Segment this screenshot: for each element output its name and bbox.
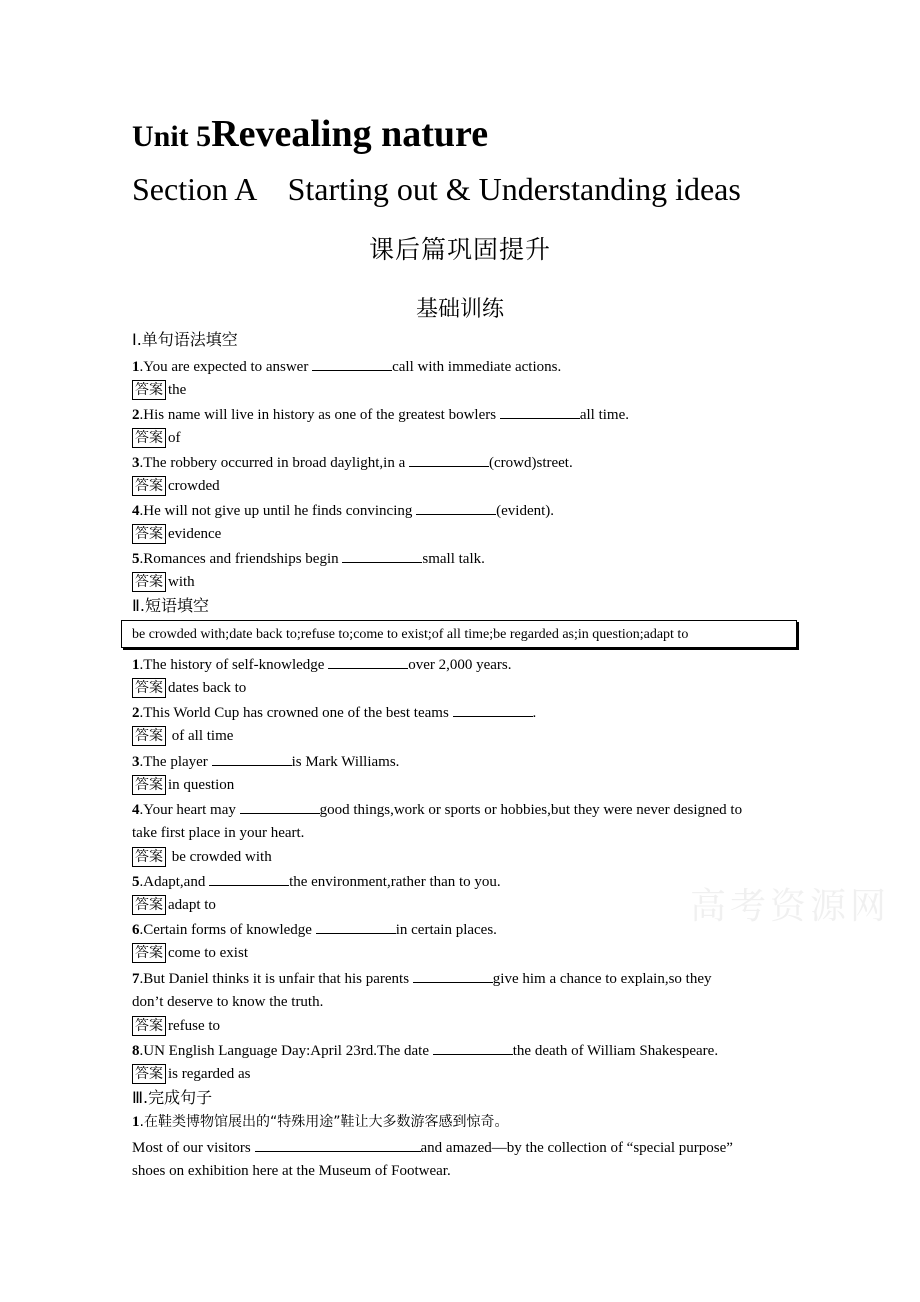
answer-text: crowded — [168, 478, 220, 494]
answer-text: be crowded with — [168, 849, 272, 865]
s1-question — [132, 548, 485, 569]
blank — [413, 968, 493, 983]
s2-after: give him a chance to explain,so they — [492, 971, 712, 987]
blank — [255, 1137, 421, 1152]
s2-answer — [132, 678, 246, 698]
s1-before: .Romances and friendships begin — [139, 551, 343, 567]
s2-before: .Your heart may — [139, 802, 240, 818]
blank — [342, 548, 422, 563]
answer-tag: 答案 — [132, 380, 166, 400]
s2-before: .The player — [139, 754, 212, 770]
blank — [212, 751, 292, 766]
s1-question — [132, 500, 554, 521]
s2-question — [132, 654, 512, 675]
s2-question — [132, 702, 536, 723]
s2-after: is Mark Williams. — [291, 754, 400, 770]
answer-tag: 答案 — [132, 476, 166, 496]
s2-answer — [132, 1016, 220, 1036]
s3-before: Most of our visitors — [132, 1140, 255, 1156]
blank — [328, 654, 408, 669]
s2-answer — [132, 847, 272, 867]
s2-before: .But Daniel thinks it is unfair that his parents — [139, 971, 413, 987]
answer-text: the — [168, 382, 187, 398]
answer-tag: 答案 — [132, 524, 166, 544]
s1-answer — [132, 572, 195, 592]
s2-num: 5 — [132, 874, 140, 890]
s2-answer — [132, 726, 233, 746]
phrase-box: be crowded with;date back to;refuse to;come to exist;of all time;be regarded as;in question;adapt to — [121, 620, 797, 648]
s1-num: 2 — [132, 407, 140, 423]
answer-tag: 答案 — [132, 1016, 166, 1036]
s1-after: small talk. — [422, 551, 485, 567]
s1-question — [132, 404, 629, 425]
s1-num: 5 — [132, 551, 140, 567]
s2-after: good things,work or sports or hobbies,but they were never designed to — [319, 802, 743, 818]
answer-tag: 答案 — [132, 726, 166, 746]
s1-before: .His name will live in history as one of the greatest bowlers — [139, 407, 500, 423]
s2-num: 1 — [132, 657, 140, 673]
s1-num: 1 — [132, 359, 140, 375]
blank — [453, 702, 533, 717]
s2-after: over 2,000 years. — [408, 657, 512, 673]
answer-text: evidence — [168, 526, 222, 542]
answer-text: come to exist — [168, 945, 248, 961]
s2-num: 3 — [132, 754, 140, 770]
answer-tag: 答案 — [132, 895, 166, 915]
s1-after: all time. — [579, 407, 629, 423]
s2-before: .UN English Language Day:April 23rd.The date — [139, 1043, 433, 1059]
answer-tag: 答案 — [132, 428, 166, 448]
s1-after: (evident). — [496, 503, 555, 519]
s1-before: .You are expected to answer — [139, 359, 313, 375]
s3-num: 1 — [132, 1114, 140, 1130]
blank — [433, 1040, 513, 1055]
s2-question — [132, 968, 711, 989]
watermark-logo: 高考资源网 — [690, 886, 891, 927]
blank — [409, 452, 489, 467]
s1-after: (crowd)street. — [489, 455, 573, 471]
answer-tag: 答案 — [132, 678, 166, 698]
s3-cn-text: .在鞋类博物馆展出的“特殊用途”鞋让大多数游客感到惊奇。 — [139, 1114, 509, 1130]
answer-text: of — [168, 430, 181, 446]
answer-tag: 答案 — [132, 1064, 166, 1084]
s2-answer — [132, 943, 248, 963]
blank — [209, 871, 289, 886]
s2-num: 7 — [132, 971, 140, 987]
answer-text: adapt to — [168, 897, 216, 913]
s1-answer — [132, 380, 186, 400]
s2-after: the death of William Shakespeare. — [512, 1043, 719, 1059]
s2-question — [132, 751, 399, 772]
unit-name: Revealing nature — [211, 113, 489, 155]
s2-question — [132, 799, 742, 820]
answer-text: is regarded as — [168, 1066, 251, 1082]
answer-tag: 答案 — [132, 775, 166, 795]
blank — [500, 404, 580, 419]
answer-tag: 答案 — [132, 943, 166, 963]
s2-before: .This World Cup has crowned one of the best teams — [139, 705, 453, 721]
unit-number: Unit 5 — [132, 120, 212, 153]
s2-question — [132, 1040, 718, 1061]
s2-before: .The history of self-knowledge — [139, 657, 329, 673]
blank — [416, 500, 496, 515]
s3-question-cont: shoes on exhibition here at the Museum of Footwear. — [132, 1163, 451, 1179]
section-title: Section A Starting out & Understanding ideas — [132, 171, 741, 207]
s2-answer — [132, 895, 216, 915]
s2-before: .Certain forms of knowledge — [139, 922, 316, 938]
unit-title — [132, 112, 488, 156]
s1-question — [132, 356, 561, 377]
s1-answer — [132, 524, 221, 544]
s2-num: 4 — [132, 802, 140, 818]
s1-after: call with immediate actions. — [392, 359, 562, 375]
answer-text: of all time — [168, 728, 234, 744]
s2-answer — [132, 775, 234, 795]
page-heading: 课后篇巩固提升 — [368, 235, 551, 264]
s1-answer — [132, 476, 220, 496]
s1-question — [132, 452, 573, 473]
s2-question — [132, 919, 497, 940]
s2-question-cont: take first place in your heart. — [132, 825, 305, 841]
s2-num: 6 — [132, 922, 140, 938]
blank — [240, 799, 320, 814]
section2-title: Ⅱ.短语填空 — [132, 596, 209, 615]
s1-before: .He will not give up until he finds convincing — [139, 503, 417, 519]
s2-before: .Adapt,and — [139, 874, 210, 890]
s2-after: in certain places. — [395, 922, 497, 938]
answer-text: with — [168, 574, 195, 590]
s1-num: 4 — [132, 503, 140, 519]
answer-text: refuse to — [168, 1018, 221, 1034]
section3-title: Ⅲ.完成句子 — [132, 1088, 213, 1107]
s3-question-cn — [132, 1112, 508, 1132]
s2-num: 2 — [132, 705, 140, 721]
answer-text: dates back to — [168, 680, 247, 696]
s2-question-cont: don’t deserve to know the truth. — [132, 994, 324, 1010]
answer-tag: 答案 — [132, 572, 166, 592]
s1-answer — [132, 428, 181, 448]
s1-before: .The robbery occurred in broad daylight,in a — [139, 455, 409, 471]
s1-num: 3 — [132, 455, 140, 471]
s2-after: the environment,rather than to you. — [289, 874, 501, 890]
s2-answer — [132, 1064, 250, 1084]
answer-text: in question — [168, 777, 235, 793]
blank — [316, 919, 396, 934]
section1-title: Ⅰ.单句语法填空 — [132, 330, 238, 349]
answer-tag: 答案 — [132, 847, 166, 867]
s2-num: 8 — [132, 1043, 140, 1059]
blank — [312, 356, 392, 371]
s3-question-en — [132, 1137, 733, 1158]
s3-after: and amazed—by the collection of “special purpose” — [420, 1140, 733, 1156]
s2-question — [132, 871, 501, 892]
page-subheading: 基础训练 — [415, 297, 504, 322]
s2-after: . — [532, 705, 537, 721]
